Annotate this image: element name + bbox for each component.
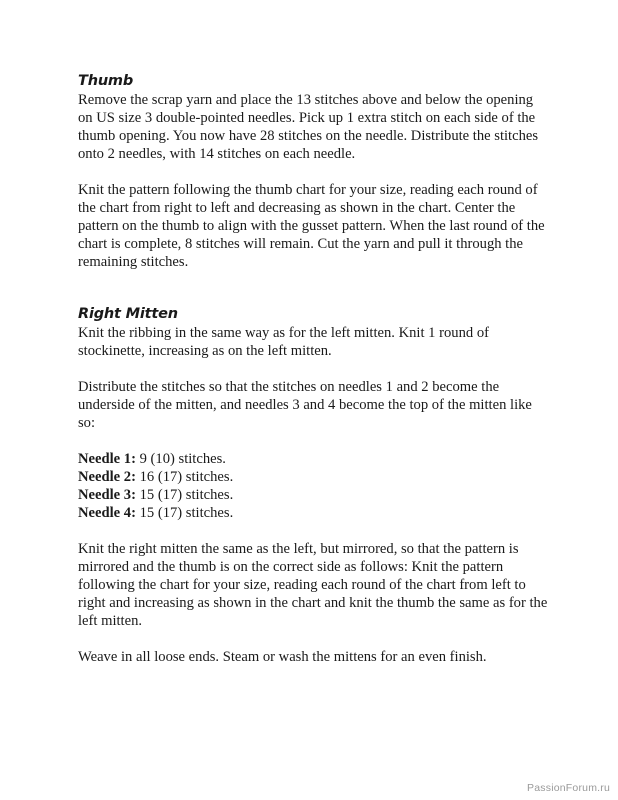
right-mitten-paragraph-4: Weave in all loose ends. Steam or wash the mittens for an even finish.	[78, 649, 487, 665]
needle-item	[78, 450, 548, 468]
needle-value: 15 (17) stitches.	[135, 505, 234, 521]
right-mitten-paragraph-1: Knit the ribbing in the same way as for the left mitten. Knit 1 round of stockinette, increasing as on the left mitten.	[78, 325, 489, 359]
thumb-paragraph-2: Knit the pattern following the thumb chart for your size, reading each round of the chart from right to left and decreasing as shown in the chart. Center the pattern on the thumb to align with the gusset pattern. When the last round of the chart is complete, 8 stitches will remain. Cut the yarn and pull it through the remaining stitches.	[78, 182, 545, 270]
document-page	[78, 72, 548, 666]
needle-item	[78, 486, 548, 504]
right-mitten-heading: Right Mitten	[78, 306, 178, 322]
needle-list	[78, 450, 548, 522]
needle-value: 16 (17) stitches.	[135, 469, 234, 485]
needle-label: Needle 2:	[78, 469, 136, 485]
needle-value: 9 (10) stitches.	[135, 451, 226, 467]
right-mitten-paragraph-2: Distribute the stitches so that the stitches on needles 1 and 2 become the underside of the mitten, and needles 3 and 4 become the top of the mitten like so:	[78, 379, 532, 431]
needle-label: Needle 1:	[78, 451, 136, 467]
needle-item	[78, 504, 548, 522]
needle-item	[78, 468, 548, 486]
thumb-heading: Thumb	[78, 73, 134, 89]
thumb-paragraph-1: Remove the scrap yarn and place the 13 stitches above and below the opening on US size 3 double-pointed needles. Pick up 1 extra stitch on each side of the thumb opening. You now have 28 stitches on the needle. Distribute the stitches onto 2 needles, with 14 stitches on each needle.	[78, 92, 539, 162]
needle-label: Needle 3:	[78, 487, 136, 503]
needle-label: Needle 4:	[78, 505, 136, 521]
needle-value: 15 (17) stitches.	[135, 487, 234, 503]
right-mitten-paragraph-3: Knit the right mitten the same as the left, but mirrored, so that the pattern is mirrored and the thumb is on the correct side as follows: Knit the pattern following the chart for your size, reading each round of the chart from left to right and increasing as shown in the chart and knit the thumb the same as for the left mitten.	[78, 541, 548, 629]
watermark: PassionForum.ru	[527, 782, 610, 794]
